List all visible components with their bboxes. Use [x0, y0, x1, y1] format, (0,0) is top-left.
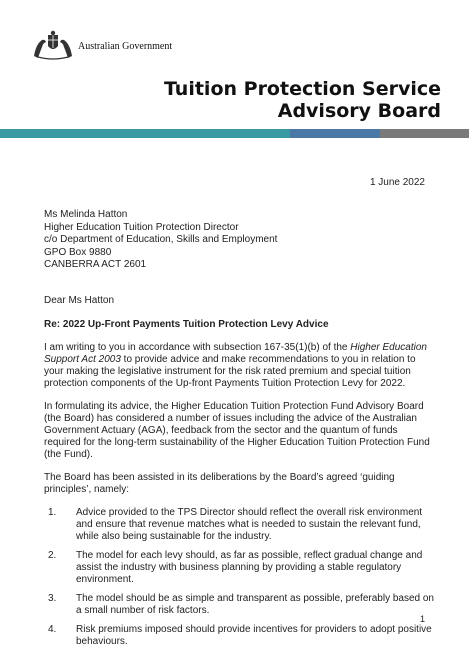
list-item [44, 507, 434, 543]
paragraph-1-text: I am writing to you in accordance with subsection 167-35(1)(b) of the [44, 342, 351, 353]
letter-body [44, 295, 434, 655]
list-number: 1. [48, 507, 57, 518]
act-title: Higher Education Support Act 2003 [44, 342, 427, 365]
paragraph-2: In formulating its advice, the Higher Education Tuition Protection Fund Advisory Board (the Board) has considered a number of issues including the advice of the Australian Government Actuary (AGA), feedback from the sector and the quantum of funds required for the long-term sustainability of the Higher Education Tuition Protection Fund (the Fund). [44, 401, 430, 460]
list-text: Risk premiums imposed should provide incentives for providers to adopt positive behaviours. [76, 624, 432, 647]
paragraph-1 [44, 342, 434, 390]
list-text: The model should be as simple and transparent as possible, preferably based on a small number of risk factors. [76, 593, 434, 616]
board-title [164, 78, 441, 122]
list-text: Advice provided to the TPS Director should reflect the overall risk environment and ensure that revenue matches what is needed to sustain the relevant fund, while also being sustainable for the industry. [76, 507, 423, 542]
list-item [44, 550, 434, 586]
list-number: 3. [48, 593, 57, 604]
list-item [44, 624, 434, 648]
list-text: The model for each levy should, as far as possible, reflect gradual change and assist the industry with business planning by providing a stable regulatory environment. [76, 550, 423, 585]
list-number: 4. [48, 624, 57, 635]
band-segment-teal [0, 129, 290, 138]
list-item [44, 593, 434, 617]
page-number: 1 [419, 614, 425, 624]
board-title-line-2: Advisory Board [277, 100, 441, 122]
list-number: 2. [48, 550, 57, 561]
paragraph-1-text-cont: to provide advice and make recommendations to you in relation to your making the legislative instrument for the risk rated premium and special tuition protection components of the Up-front Payments Tuition Protection Levy for 2022. [44, 354, 416, 389]
address-line: c/o Department of Education, Skills and Employment [44, 234, 278, 245]
guiding-principles-list [44, 507, 434, 648]
recipient-address [44, 209, 277, 272]
government-wordmark: Australian Government [78, 41, 173, 52]
salutation: Dear Ms Hatton [44, 295, 115, 306]
coat-of-arms-icon [30, 30, 76, 60]
colour-band [0, 129, 469, 138]
band-segment-blue [290, 129, 380, 138]
address-line: Ms Melinda Hatton [44, 209, 128, 220]
paragraph-3: The Board has been assisted in its deliberations by the Board’s agreed ‘guiding principles’, namely: [44, 472, 395, 495]
band-segment-grey [380, 129, 469, 138]
board-title-line-1: Tuition Protection Service [163, 78, 441, 100]
subject-line: Re: 2022 Up-Front Payments Tuition Protection Levy Advice [44, 319, 329, 330]
address-line: CANBERRA ACT 2601 [44, 259, 147, 270]
address-line: GPO Box 9880 [44, 246, 112, 258]
address-line: Higher Education Tuition Protection Director [44, 221, 239, 233]
letter-date: 1 June 2022 [369, 177, 425, 188]
